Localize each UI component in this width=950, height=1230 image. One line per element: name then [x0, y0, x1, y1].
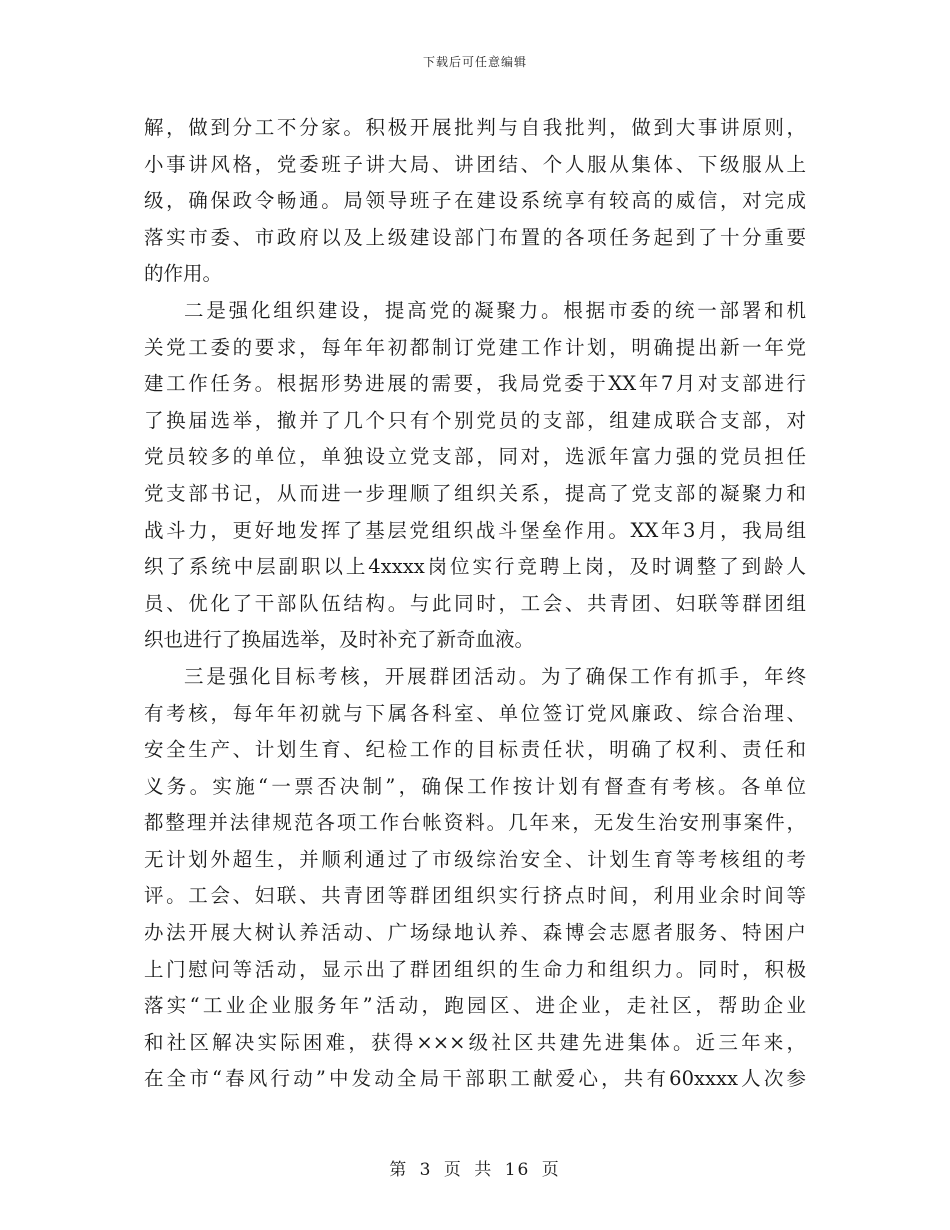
- text-line: 无计划外超生，并顺利通过了市级综治安全、计划生育等考核组的考: [144, 847, 806, 871]
- text-line: 落实市委、市政府以及上级建设部门布置的各项任务起到了十分重要: [144, 225, 806, 249]
- text-line: 战斗力，更好地发挥了基层党组织战斗堡垒作用。XX年3月，我局组: [144, 518, 806, 542]
- text-line: 落实“工业企业服务年”活动，跑园区、进企业，走社区，帮助企业: [144, 994, 806, 1018]
- text-line: 党员较多的单位，单独设立党支部，同对，选派年富力强的党员担任: [144, 445, 806, 469]
- text-line: 级，确保政令畅通。局领导班子在建设系统享有较高的威信，对完成: [144, 189, 806, 213]
- document-body: [144, 110, 806, 1098]
- text-line: 上门慰问等活动，显示出了群团组织的生命力和组织力。同时，积极: [144, 957, 806, 981]
- text-line: 办法开展大树认养活动、广场绿地认养、森博会志愿者服务、特困户: [144, 921, 806, 945]
- text-line: 三是强化目标考核，开展群团活动。为了确保工作有抓手，年终: [184, 664, 806, 688]
- text-line: 二是强化组织建设，提高党的凝聚力。根据市委的统一部署和机: [184, 298, 806, 322]
- text-line: 关党工委的要求，每年年初都制订党建工作计划，明确提出新一年党: [144, 335, 806, 359]
- text-line: 党支部书记，从而进一步理顺了组织关系，提高了党支部的凝聚力和: [144, 481, 806, 505]
- text-line: 建工作任务。根据形势进展的需要，我局党委于XX年7月对支部进行: [144, 372, 806, 396]
- text-line: 员、优化了干部队伍结构。与此同时，工会、共青团、妇联等群团组: [144, 591, 806, 615]
- text-line: 都整理并法律规范各项工作台帐资料。几年来，无发生治安刑事案件，: [144, 811, 806, 835]
- text-line: 评。工会、妇联、共青团等群团组织实行挤点时间，利用业余时间等: [144, 884, 806, 908]
- text-line: 织了系统中层副职以上4xxxx岗位实行竞聘上岗，及时调整了到龄人: [144, 555, 806, 579]
- page-header: 下载后可任意编辑: [422, 55, 527, 69]
- text-line: 解，做到分工不分家。积极开展批判与自我批判，做到大事讲原则，: [144, 116, 806, 139]
- text-line: 有考核，每年年初就与下属各科室、单位签订党风廉政、综合治理、: [144, 701, 806, 725]
- text-line: 义务。实施“一票否决制”，确保工作按计划有督查有考核。各单位: [144, 774, 806, 798]
- text-line: 的作用。: [144, 262, 223, 286]
- text-line: 了换届选举，撤并了几个只有个别党员的支部，组建成联合支部，对: [144, 408, 806, 432]
- page-footer: 第 3 页 共 16 页: [389, 1160, 561, 1180]
- text-line: 在全市“春风行动”中发动全局干部职工献爱心，共有60xxxx人次参: [144, 1067, 806, 1091]
- text-line: 小事讲风格，党委班子讲大局、讲团结、个人服从集体、下级服从上: [144, 152, 806, 176]
- text-line: 安全生产、计划生育、纪检工作的目标责任状，明确了权利、责任和: [144, 738, 806, 762]
- text-line: 和社区解决实际困难，获得×××级社区共建先进集体。近三年来，: [144, 1030, 806, 1054]
- text-line: 织也进行了换届选举，及时补充了新奇血液。: [144, 628, 535, 652]
